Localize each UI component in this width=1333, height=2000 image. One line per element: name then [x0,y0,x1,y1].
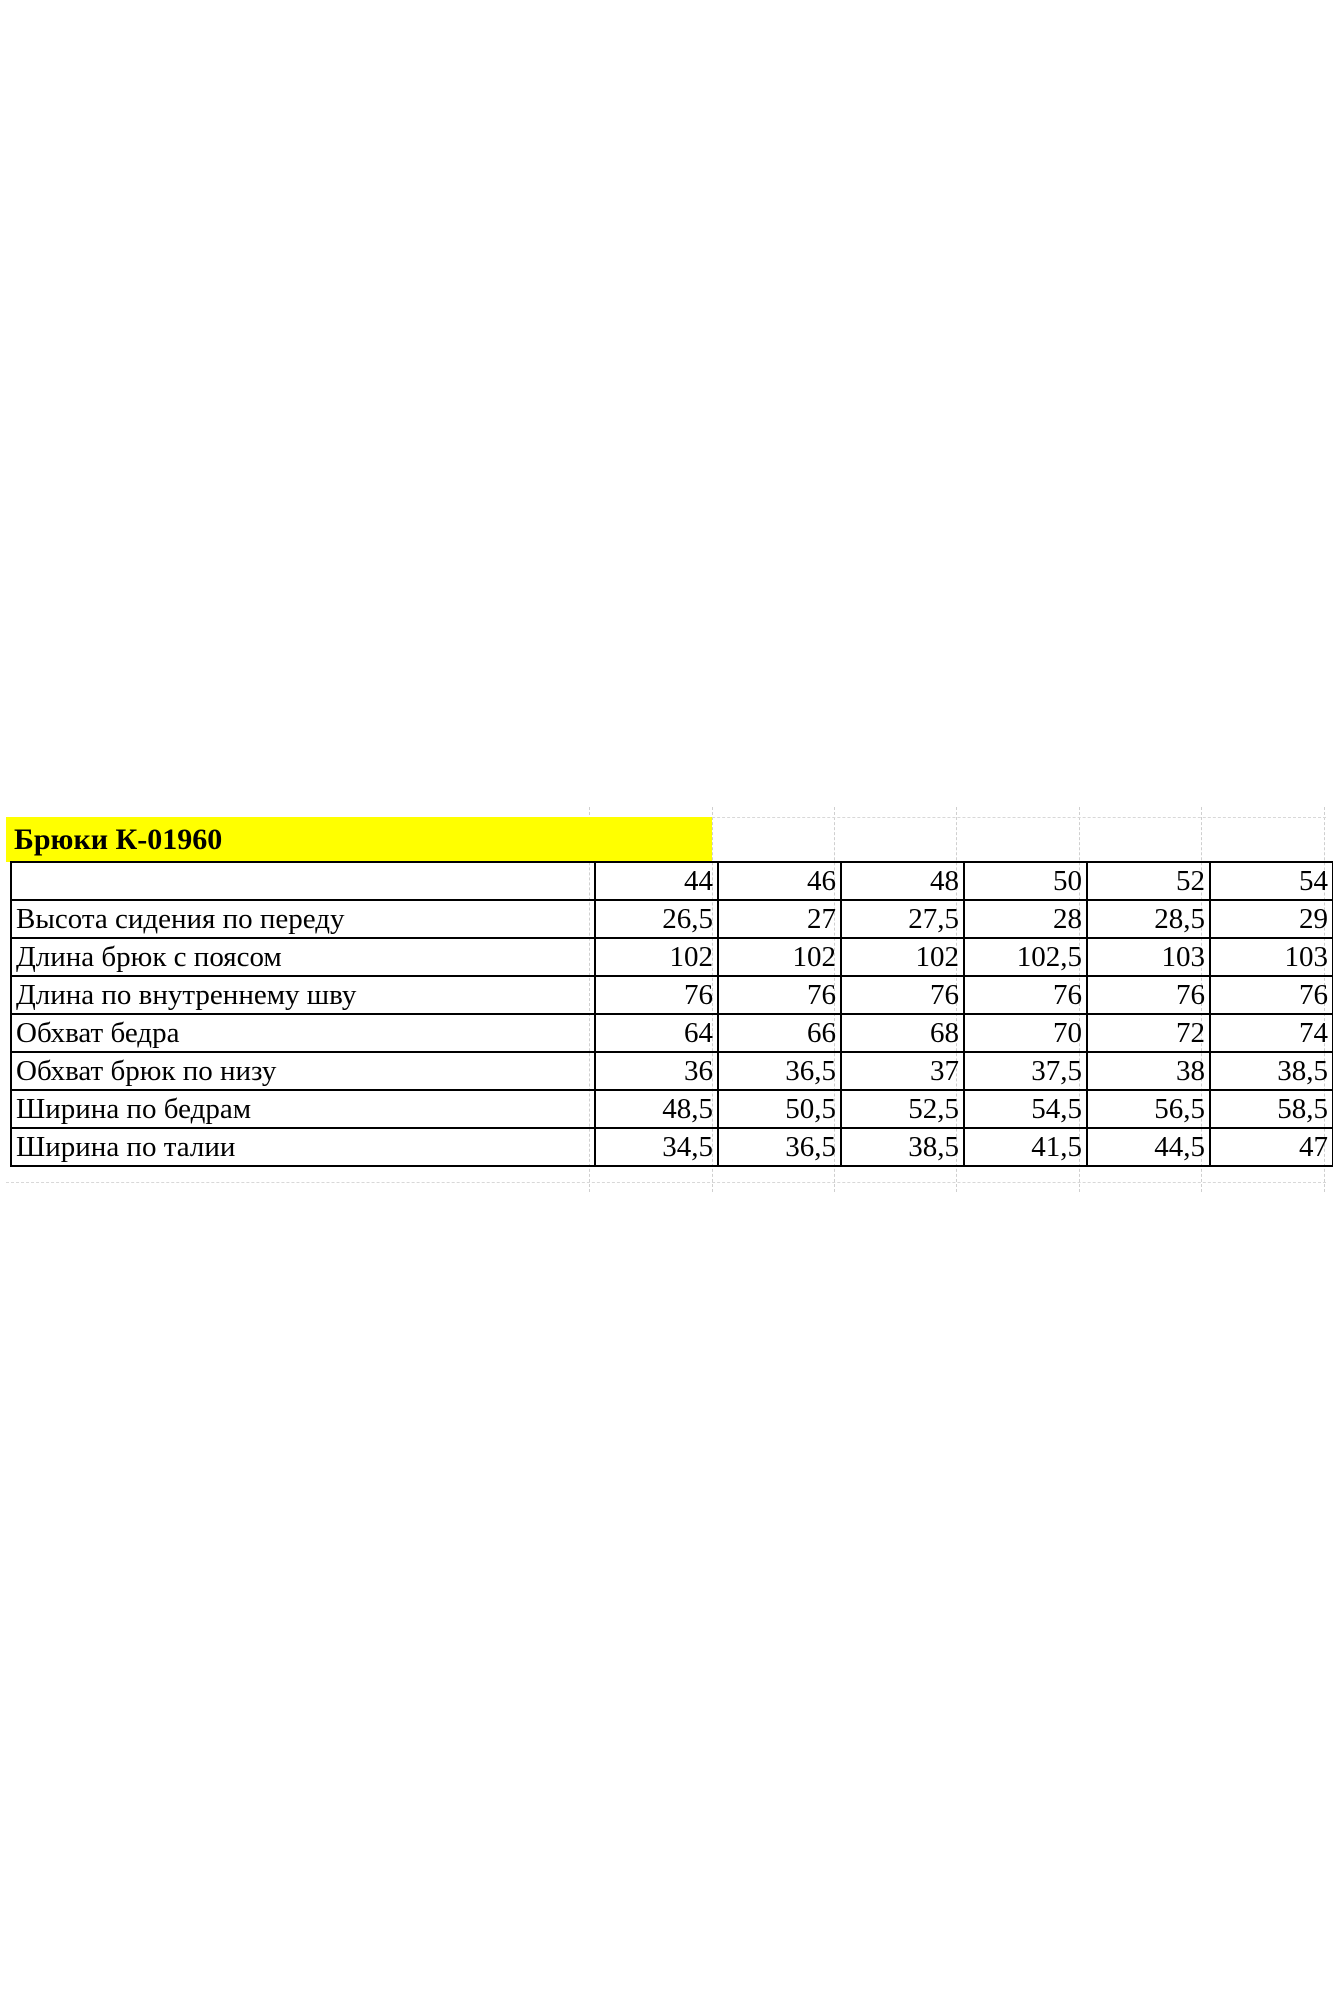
value-cell: 68 [841,1014,964,1052]
value-cell: 102 [718,938,841,976]
spreadsheet-area [6,807,1326,1192]
value-cell: 102 [841,938,964,976]
size-cell: 52 [1087,862,1210,900]
header-cell [11,862,595,900]
table-row [11,1014,1333,1052]
value-cell: 103 [1087,938,1210,976]
value-cell: 52,5 [841,1090,964,1128]
value-cell: 58,5 [1210,1090,1333,1128]
table-row [11,976,1333,1014]
value-cell: 76 [1210,976,1333,1014]
table-row [11,1128,1333,1166]
value-cell: 27 [718,900,841,938]
value-cell: 38,5 [1210,1052,1333,1090]
size-cell: 46 [718,862,841,900]
value-cell: 27,5 [841,900,964,938]
value-cell: 28 [964,900,1087,938]
value-cell: 36,5 [718,1052,841,1090]
value-cell: 76 [1087,976,1210,1014]
table-row [11,1052,1333,1090]
size-cell: 54 [1210,862,1333,900]
value-cell: 54,5 [964,1090,1087,1128]
gridline [6,1182,1326,1183]
value-cell: 102,5 [964,938,1087,976]
table-row [11,1090,1333,1128]
size-cell: 44 [595,862,718,900]
value-cell: 50,5 [718,1090,841,1128]
row-label: Длина по внутреннему шву [11,976,595,1014]
value-cell: 74 [1210,1014,1333,1052]
value-cell: 44,5 [1087,1128,1210,1166]
table-title: Брюки К-01960 [6,817,712,862]
value-cell: 102 [595,938,718,976]
value-cell: 41,5 [964,1128,1087,1166]
row-label: Обхват брюк по низу [11,1052,595,1090]
value-cell: 56,5 [1087,1090,1210,1128]
value-cell: 72 [1087,1014,1210,1052]
size-cell: 48 [841,862,964,900]
value-cell: 66 [718,1014,841,1052]
value-cell: 29 [1210,900,1333,938]
value-cell: 48,5 [595,1090,718,1128]
value-cell: 26,5 [595,900,718,938]
value-cell: 76 [718,976,841,1014]
value-cell: 37,5 [964,1052,1087,1090]
row-label: Высота сидения по переду [11,900,595,938]
row-label: Ширина по бедрам [11,1090,595,1128]
value-cell: 34,5 [595,1128,718,1166]
row-label: Ширина по талии [11,1128,595,1166]
size-cell: 50 [964,862,1087,900]
value-cell: 76 [841,976,964,1014]
value-cell: 76 [595,976,718,1014]
value-cell: 37 [841,1052,964,1090]
value-cell: 103 [1210,938,1333,976]
table-header-row [11,862,1333,900]
value-cell: 38,5 [841,1128,964,1166]
value-cell: 38 [1087,1052,1210,1090]
value-cell: 70 [964,1014,1087,1052]
row-label: Длина брюк с поясом [11,938,595,976]
value-cell: 36 [595,1052,718,1090]
value-cell: 64 [595,1014,718,1052]
table-row [11,900,1333,938]
value-cell: 28,5 [1087,900,1210,938]
row-label: Обхват бедра [11,1014,595,1052]
table-row [11,938,1333,976]
value-cell: 47 [1210,1128,1333,1166]
value-cell: 36,5 [718,1128,841,1166]
size-table [10,861,1333,1167]
value-cell: 76 [964,976,1087,1014]
